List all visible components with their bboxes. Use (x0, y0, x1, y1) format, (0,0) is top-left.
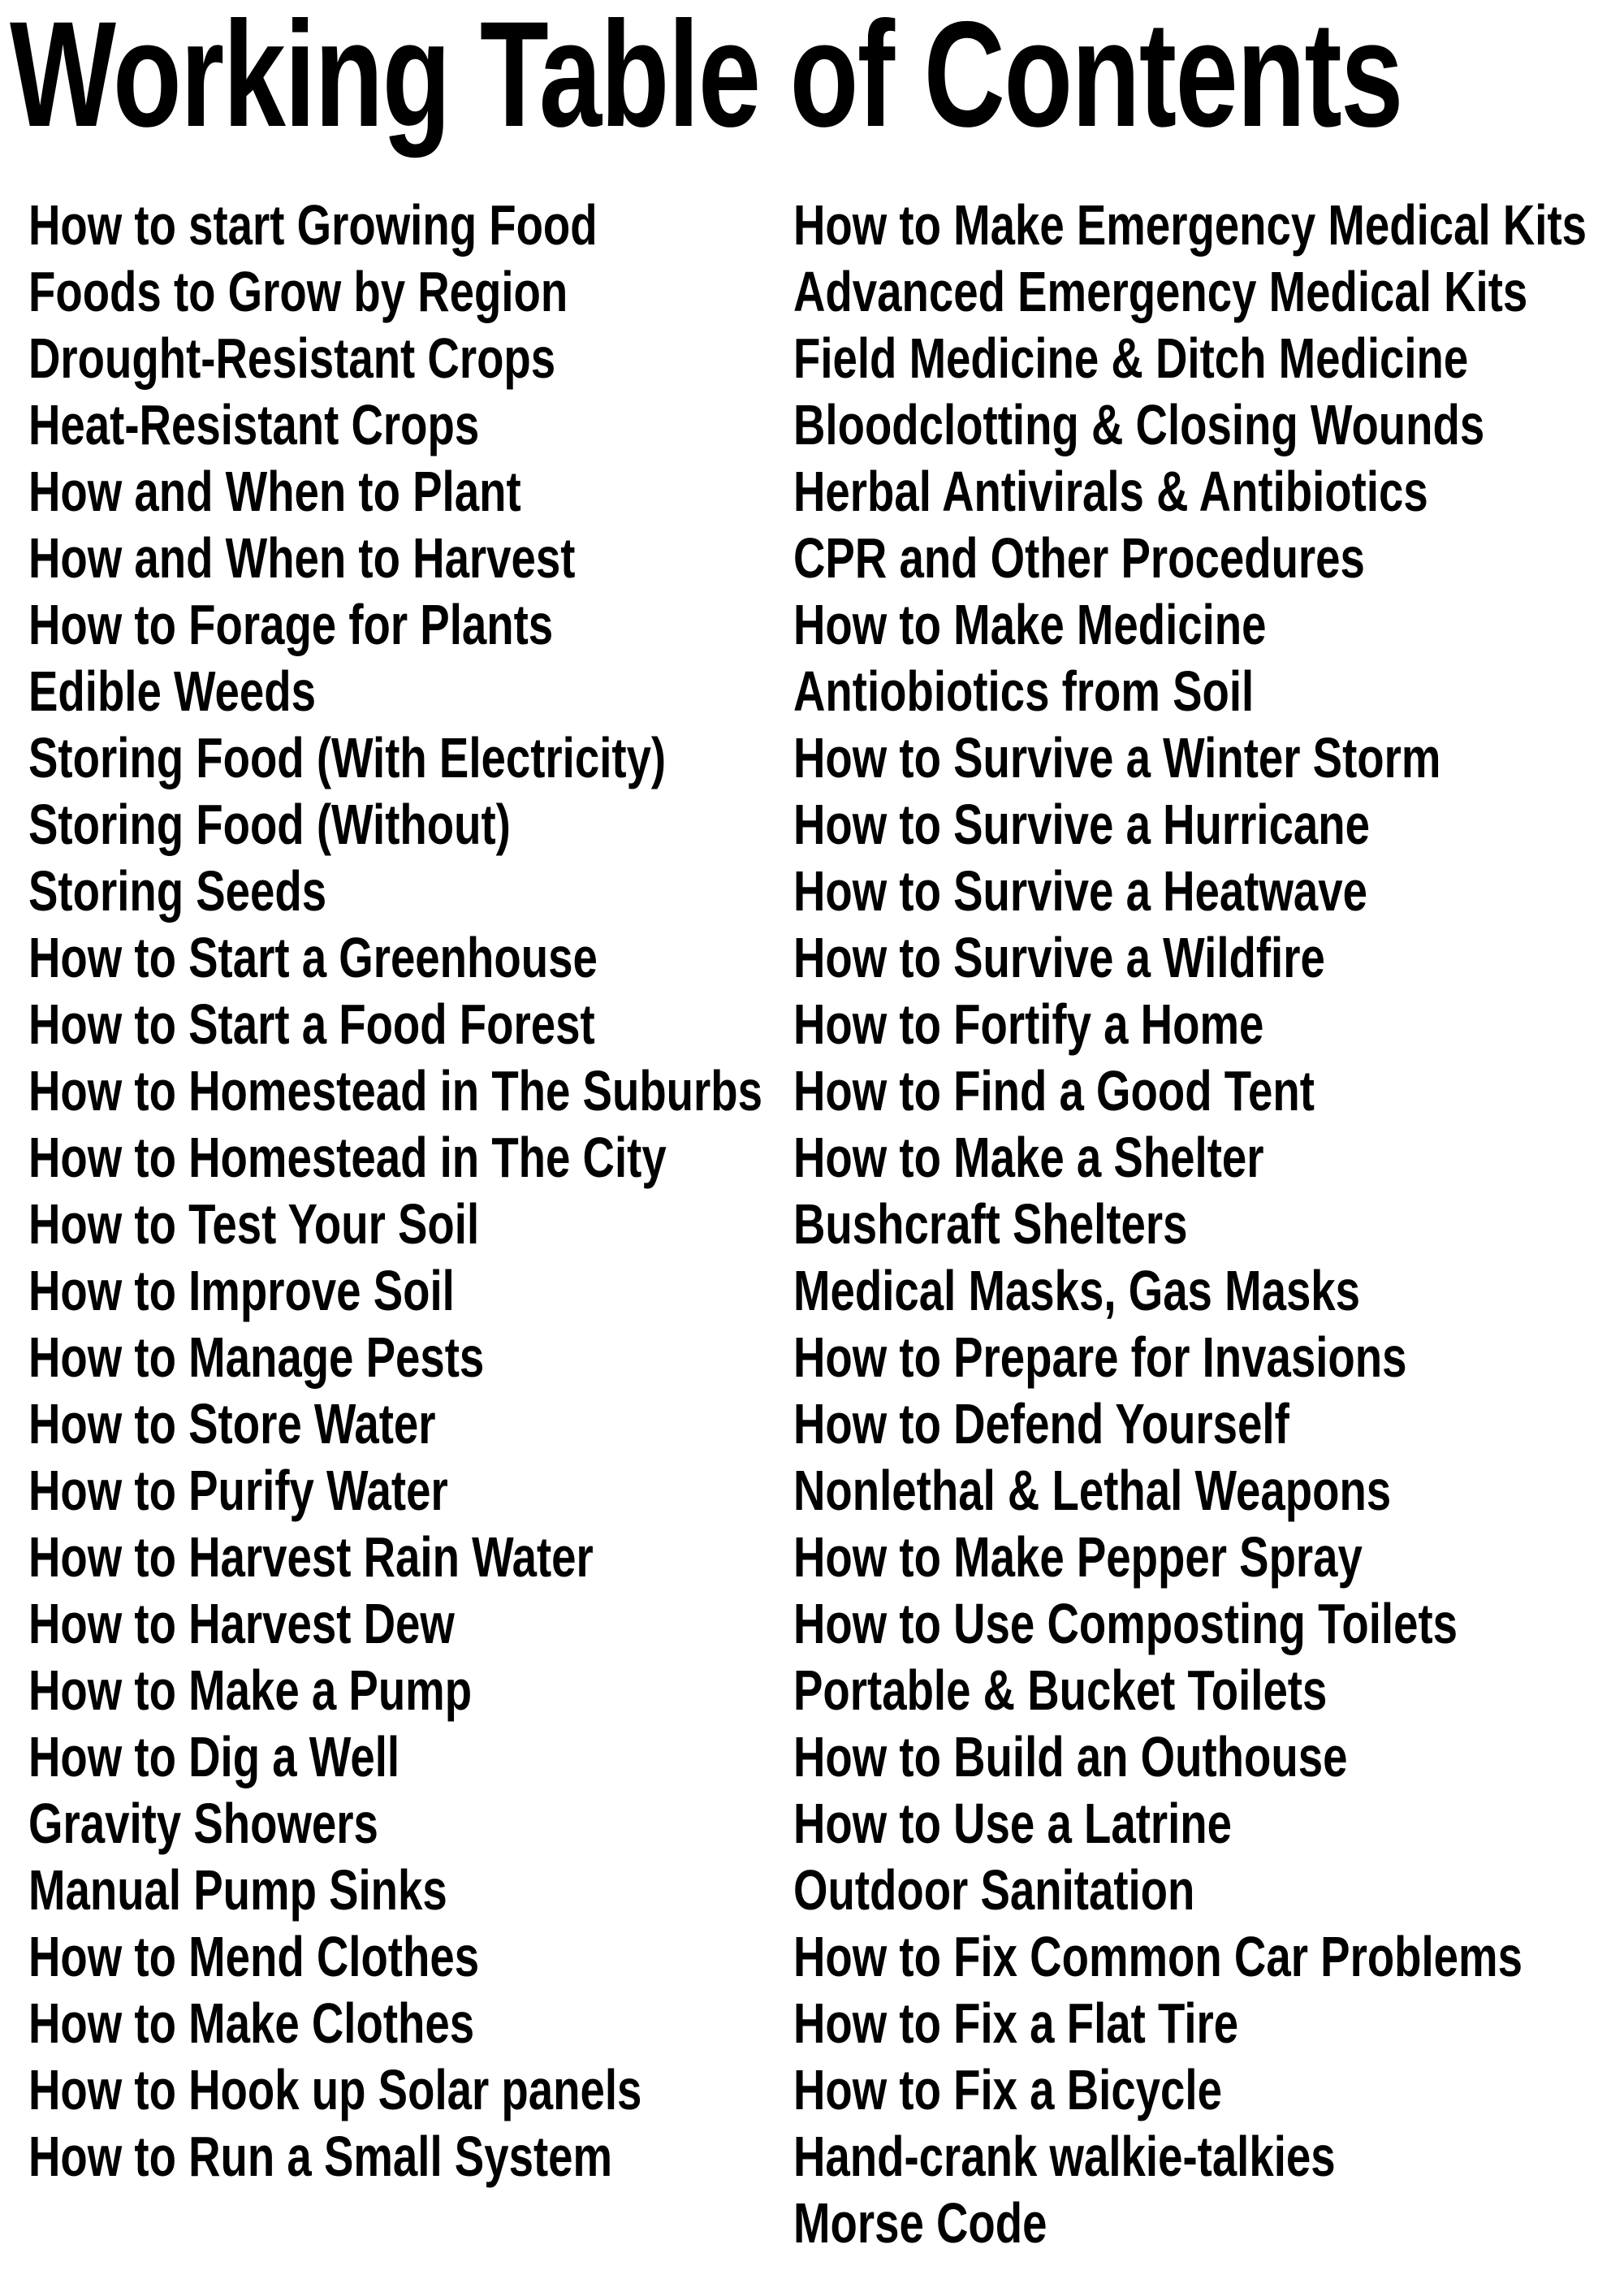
toc-item: How to Survive a Winter Storm (793, 726, 1441, 789)
toc-column-right (793, 192, 1587, 2256)
toc-item: How to Fix Common Car Problems (793, 1925, 1522, 1988)
toc-item: How to Use a Latrine (793, 1792, 1233, 1855)
toc-item: How to Test Your Soil (28, 1192, 480, 1256)
toc-item: How and When to Harvest (28, 526, 576, 590)
toc-item: Edible Weeds (28, 659, 316, 723)
toc-item: How to start Growing Food (28, 193, 598, 257)
toc-item: How to Build an Outhouse (793, 1725, 1348, 1788)
toc-item: Medical Masks, Gas Masks (793, 1259, 1361, 1322)
toc-item: How to Make Clothes (28, 1991, 475, 2055)
toc-item: How to Manage Pests (28, 1325, 485, 1389)
toc-item: Portable & Bucket Toilets (793, 1658, 1328, 1722)
toc-item: How and When to Plant (28, 460, 521, 523)
toc-item: How to Improve Soil (28, 1259, 455, 1322)
toc-item: How to Start a Greenhouse (28, 926, 598, 989)
toc-item: Field Medicine & Ditch Medicine (793, 327, 1469, 390)
toc-item: How to Make Emergency Medical Kits (793, 193, 1587, 257)
toc-item: How to Hook up Solar panels (28, 2058, 642, 2121)
toc-item: Morse Code (793, 2191, 1047, 2255)
toc-item: CPR and Other Procedures (793, 526, 1365, 590)
toc-item: How to Run a Small System (28, 2125, 613, 2188)
toc-item: Storing Food (Without) (28, 793, 511, 856)
toc-item: Outdoor Sanitation (793, 1858, 1195, 1922)
toc-item: How to Make Pepper Spray (793, 1525, 1363, 1589)
toc-item: Hand-crank walkie-talkies (793, 2125, 1336, 2188)
toc-item: Storing Food (With Electricity) (28, 726, 667, 789)
toc-item: Drought-Resistant Crops (28, 327, 556, 390)
toc-item: Manual Pump Sinks (28, 1858, 447, 1922)
toc-item: How to Make Medicine (793, 593, 1267, 656)
toc-item: Advanced Emergency Medical Kits (793, 260, 1528, 323)
toc-item: How to Survive a Wildfire (793, 926, 1325, 989)
toc-item: How to Harvest Rain Water (28, 1525, 594, 1589)
toc-item: Foods to Grow by Region (28, 260, 568, 323)
toc-item: How to Prepare for Invasions (793, 1325, 1407, 1389)
toc-item: Gravity Showers (28, 1792, 378, 1855)
toc-item: How to Make a Pump (28, 1658, 473, 1722)
toc-item: How to Survive a Hurricane (793, 793, 1371, 856)
toc-item: Storing Seeds (28, 859, 327, 923)
page-title: Working Table of Contents (10, 0, 1402, 158)
toc-item: Nonlethal & Lethal Weapons (793, 1459, 1392, 1522)
toc-item: How to Forage for Plants (28, 593, 554, 656)
toc-item: How to Dig a Well (28, 1725, 400, 1788)
toc-item: Bloodclotting & Closing Wounds (793, 393, 1485, 456)
toc-item: How to Homestead in The City (28, 1126, 667, 1189)
toc-item: How to Use Composting Toilets (793, 1592, 1458, 1655)
toc-item: How to Mend Clothes (28, 1925, 480, 1988)
toc-item: How to Fortify a Home (793, 992, 1264, 1056)
toc-item: How to Defend Yourself (793, 1392, 1289, 1455)
toc-item: Bushcraft Shelters (793, 1192, 1188, 1256)
toc-item: How to Find a Good Tent (793, 1059, 1315, 1122)
toc-item: How to Fix a Bicycle (793, 2058, 1222, 2121)
toc-item: How to Harvest Dew (28, 1592, 455, 1655)
toc-item: How to Start a Food Forest (28, 992, 595, 1056)
toc-column-left (28, 192, 762, 2190)
toc-item: Antiobiotics from Soil (793, 659, 1255, 723)
toc-item: How to Fix a Flat Tire (793, 1991, 1239, 2055)
toc-item: Herbal Antivirals & Antibiotics (793, 460, 1428, 523)
toc-item: How to Survive a Heatwave (793, 859, 1368, 923)
toc-item: How to Homestead in The Suburbs (28, 1059, 762, 1122)
toc-item: How to Make a Shelter (793, 1126, 1264, 1189)
toc-item: How to Store Water (28, 1392, 436, 1455)
toc-item: Heat-Resistant Crops (28, 393, 480, 456)
toc-item: How to Purify Water (28, 1459, 448, 1522)
